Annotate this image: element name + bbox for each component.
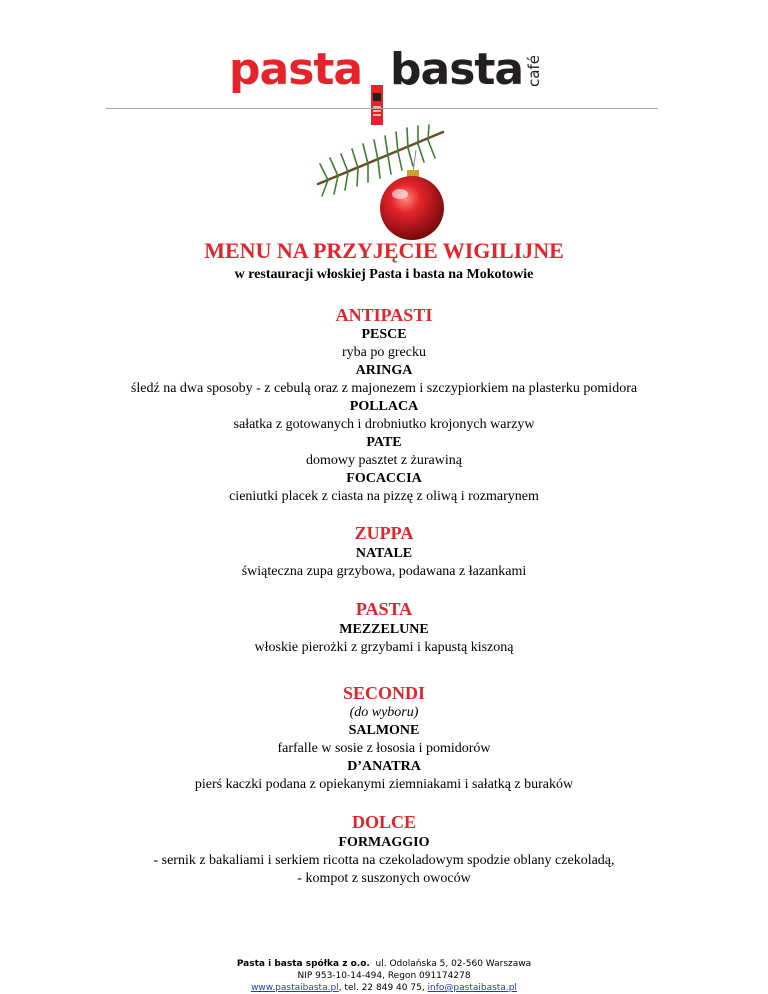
section-heading-zuppa: ZUPPA — [354, 523, 414, 543]
dish-name: SALMONE — [348, 723, 420, 738]
section-heading-secondi: SECONDI — [342, 683, 426, 703]
dish-name: FOCACCIA — [346, 471, 422, 486]
footer-address: ul. Odolańska 5, 02-560 Warszawa — [375, 959, 532, 969]
dish-name: POLLACA — [349, 399, 419, 414]
footer-company-line — [0, 958, 768, 970]
section-note: (do wyboru) — [349, 705, 419, 720]
logo-word-basta: basta — [390, 44, 524, 95]
dish-description: farfalle w sosie z łososia i pomidorów — [277, 741, 491, 756]
page-subtitle: w restauracji włoskiej Pasta i basta na Mokotowie — [234, 267, 534, 282]
footer-contact-line — [0, 982, 768, 994]
dish-description: - sernik z bakaliami i serkiem ricotta na czekoladowym spodzie oblany czekoladą, — [153, 853, 615, 868]
email-link[interactable]: info@pastaibasta.pl — [427, 983, 517, 993]
section-heading-dolce: DOLCE — [351, 812, 416, 832]
footer-phone: , tel. 22 849 40 75, — [338, 983, 428, 993]
logo-cafe: café — [525, 55, 543, 87]
logo — [0, 40, 768, 100]
christmas-ornament-icon — [308, 124, 458, 244]
logo-word-pasta: pasta — [229, 44, 363, 95]
page-title: MENU NA PRZYJĘCIE WIGILIJNE — [204, 238, 564, 263]
dish-description: śledź na dwa sposoby - z cebulą oraz z majonezem i szczypiorkiem na plasterku pomidora — [130, 381, 638, 396]
header-divider — [106, 108, 658, 109]
logo-separator-icon — [371, 85, 383, 125]
dish-name: MEZZELUNE — [339, 622, 429, 637]
dish-name: PESCE — [361, 327, 407, 342]
dish-description: cieniutki placek z ciasta na pizzę z oliwą i rozmarynem — [229, 489, 539, 504]
dish-name: PATE — [366, 435, 402, 450]
dish-description: domowy pasztet z żurawiną — [306, 453, 462, 468]
dish-description: pierś kaczki podana z opiekanymi ziemniakami i sałatką z buraków — [194, 777, 574, 792]
section-heading-pasta: PASTA — [355, 599, 413, 619]
section-heading-antipasti: ANTIPASTI — [335, 305, 433, 325]
dish-description: ryba po grecku — [342, 345, 426, 360]
dish-name: D’ANATRA — [347, 759, 421, 774]
dish-description: sałatka z gotowanych i drobniutko krojonych warzyw — [233, 417, 535, 432]
footer-nip: NIP 953-10-14-494, Regon 091174278 — [297, 971, 471, 981]
dish-name: FORMAGGIO — [338, 835, 430, 850]
dish-description: świąteczna zupa grzybowa, podawana z łazankami — [241, 564, 527, 579]
dish-description: włoskie pierożki z grzybami i kapustą kiszoną — [254, 640, 514, 655]
dish-name: ARINGA — [355, 363, 413, 378]
footer-company: Pasta i basta spółka z o.o. — [236, 959, 370, 969]
website-link[interactable]: www.pastaibasta.pl — [251, 983, 339, 993]
dish-description: - kompot z suszonych owoców — [297, 871, 471, 886]
dish-name: NATALE — [355, 546, 413, 561]
